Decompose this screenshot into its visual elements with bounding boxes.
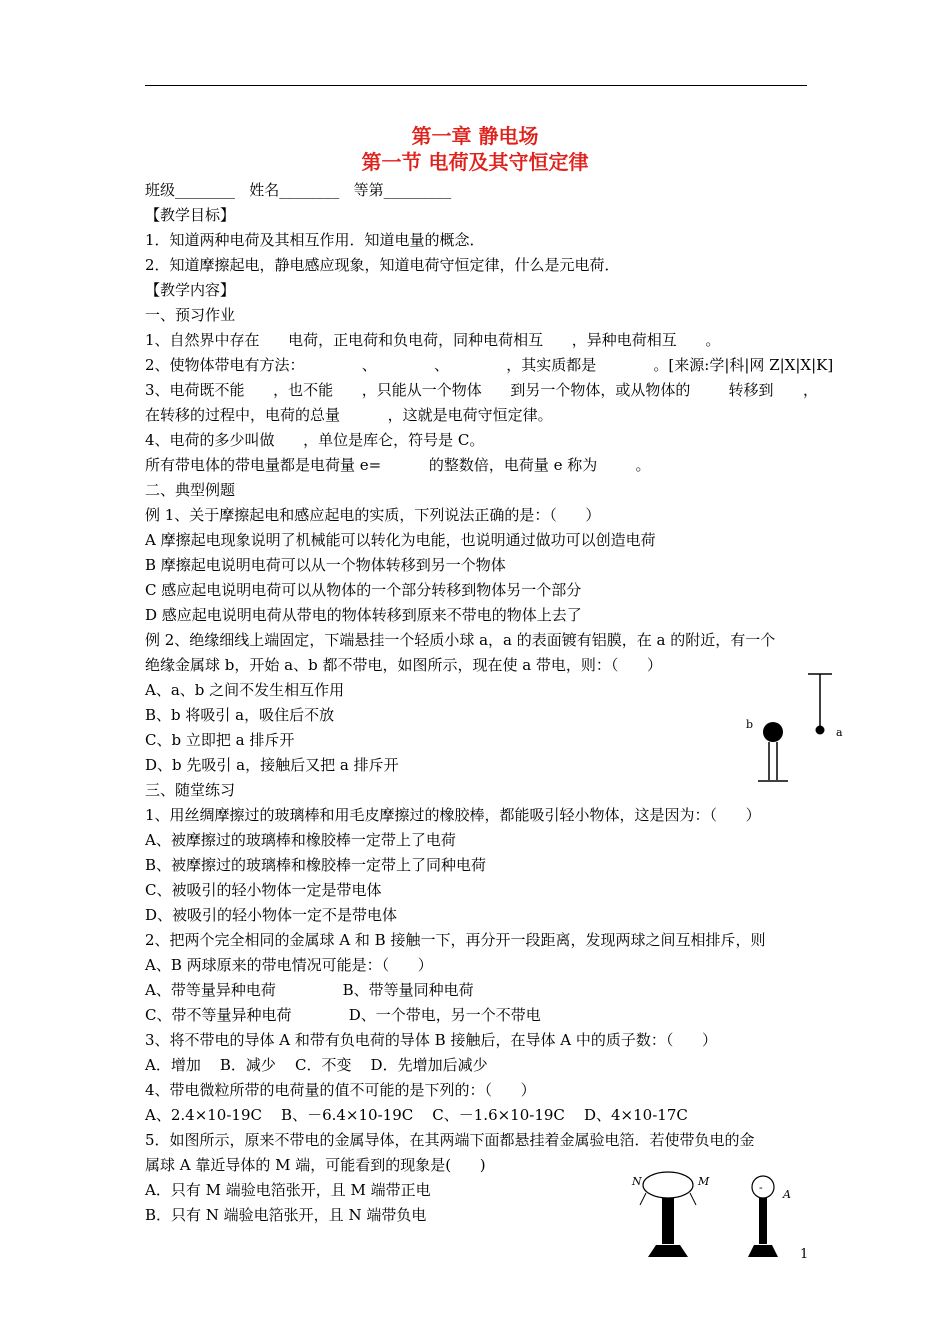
text-line: 例 2、绝缘细线上端固定，下端悬挂一个轻质小球 a，a 的表面镀有铝膜，在 a 的附近，有一个: [145, 631, 776, 649]
line-tail-comma: ，: [803, 381, 819, 399]
label-a: A: [783, 1188, 791, 1201]
text-line: 所有带电体的带电量都是电荷量 e= 的整数倍，电荷量 e 称为 。: [145, 456, 651, 474]
label-n: N: [632, 1175, 642, 1188]
text-line: 4、带电微粒所带的电荷量的值不可能的是下列的：（ ）: [145, 1081, 536, 1099]
text-line: 1、用丝绸摩擦过的玻璃棒和用毛皮摩擦过的橡胶棒，都能吸引轻小物体，这是因为：（ ）: [145, 806, 761, 824]
text-line: 4、电荷的多少叫做 ，单位是库仑，符号是 C。: [145, 431, 485, 449]
text-line: B 摩擦起电说明电荷可以从一个物体转移到另一个物体: [145, 556, 506, 574]
text-line: D、被吸引的轻小物体一定不是带电体: [145, 906, 398, 924]
text-line: 属球 A 靠近导体的 M 端，可能看到的现象是( ): [145, 1156, 486, 1174]
text-line: 一、预习作业: [145, 306, 236, 324]
text-line: A、a、b 之间不发生相互作用: [145, 681, 345, 699]
text-line: B、b 将吸引 a，吸住后不放: [145, 706, 335, 724]
ball-base: [748, 1245, 778, 1257]
label-b: b: [746, 718, 754, 731]
text-line: A．增加 B．减少 C．不变 D．先增加后减少: [145, 1056, 488, 1074]
ball-stand: [759, 1198, 767, 1244]
text-line: B、被摩擦过的玻璃棒和橡胶棒一定带上了同种电荷: [145, 856, 487, 874]
figure-ball-pendulum: [740, 672, 860, 787]
chapter-title: 第一章 静电场: [411, 124, 539, 148]
text-line: 在转移的过程中，电荷的总量 ，这就是电荷守恒定律。: [145, 406, 553, 424]
text-line: 5．如图所示，原来不带电的金属导体，在其两端下面都悬挂着金属验电箔．若使带负电的金: [145, 1131, 755, 1149]
text-line: 1．知道两种电荷及其相互作用．知道电量的概念．: [145, 231, 485, 249]
text-line: 2、使物体带电有方法： 、 、 ，其实质都是 。[来源:学|科|网 Z|X|X|K]: [145, 356, 834, 374]
text-line: 3、电荷既不能 ，也不能 ，只能从一个物体 到另一个物体，或从物体的 转移到: [145, 381, 774, 399]
text-line: D、b 先吸引 a，接触后又把 a 排斥开: [145, 756, 399, 774]
text-line: 2、把两个完全相同的金属球 A 和 B 接触一下，再分开一段距离，发现两球之间互相排斥，则: [145, 931, 766, 949]
text-line: 三、随堂练习: [145, 781, 236, 799]
conductor-stand: [662, 1198, 674, 1244]
ball-b: [763, 722, 783, 742]
text-line: C、带不等量异种电荷 D、一个带电，另一个不带电: [145, 1006, 541, 1024]
conductor-mn: [643, 1172, 693, 1198]
minus-sign: -: [759, 1181, 763, 1194]
text-line: 绝缘金属球 b，开始 a、b 都不带电，如图所示，现在使 a 带电，则：（ ）: [145, 656, 663, 674]
text-line: 3、将不带电的导体 A 和带有负电荷的导体 B 接触后，在导体 A 中的质子数：（ ）: [145, 1031, 717, 1049]
text-line: B．只有 N 端验电箔张开，且 N 端带负电: [145, 1206, 427, 1224]
text-line: A、被摩擦过的玻璃棒和橡胶棒一定带上了电荷: [145, 831, 456, 849]
text-line: A、2.4×10-19C B、－6.4×10-19C C、－1.6×10-19C D、4×10-17C: [145, 1106, 688, 1124]
text-line: 班级________ 姓名________ 等第_________: [145, 181, 452, 199]
text-line: A、带等量异种电荷 B、带等量同种电荷: [145, 981, 474, 999]
text-line: 【教学内容】: [145, 281, 236, 299]
label-a: a: [836, 726, 843, 739]
text-line: C、b 立即把 a 排斥开: [145, 731, 295, 749]
text-line: A．只有 M 端验电箔张开，且 M 端带正电: [145, 1181, 431, 1199]
text-line: 例 1、关于摩擦起电和感应起电的实质，下列说法正确的是：（ ）: [145, 506, 601, 524]
conductor-base: [648, 1245, 688, 1257]
leaf-n: [640, 1193, 646, 1205]
text-line: A、B 两球原来的带电情况可能是：（ ）: [145, 956, 433, 974]
figure-conductor-electroscope: [628, 1165, 803, 1260]
text-line: 【教学目标】: [145, 206, 236, 224]
leaf-m: [690, 1193, 696, 1205]
text-line: C 感应起电说明电荷可以从物体的一个部分转移到物体另一个部分: [145, 581, 582, 599]
label-m: M: [698, 1175, 710, 1188]
ball-a: [752, 1176, 774, 1198]
text-line: 二、典型例题: [145, 481, 236, 499]
text-line: C、被吸引的轻小物体一定是带电体: [145, 881, 382, 899]
ball-a: [816, 726, 825, 735]
header-rule: [145, 85, 807, 86]
text-line: 1、自然界中存在 电荷，正电荷和负电荷，同种电荷相互 ，异种电荷相互 。: [145, 331, 721, 349]
text-line: A 摩擦起电现象说明了机械能可以转化为电能，也说明通过做功可以创造电荷: [145, 531, 656, 549]
text-line: 2．知道摩擦起电，静电感应现象，知道电荷守恒定律，什么是元电荷．: [145, 256, 620, 274]
section-title: 第一节 电荷及其守恒定律: [361, 150, 589, 174]
text-line: D 感应起电说明电荷从带电的物体转移到原来不带电的物体上去了: [145, 606, 582, 624]
page-number: 1: [800, 1247, 809, 1262]
